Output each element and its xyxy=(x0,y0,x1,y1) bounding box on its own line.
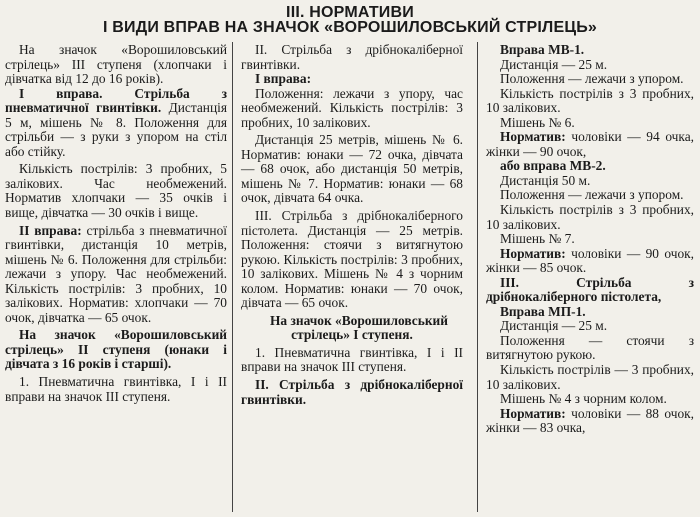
mv2-norm xyxy=(486,247,694,276)
mp1-distance: Дистанція — 25 м. xyxy=(500,318,608,334)
mv2-distance: Дистанція 50 м. xyxy=(500,172,591,188)
column-2 xyxy=(241,43,463,407)
mp1-position: Положення — стоячи з витягнутою рукою. xyxy=(486,332,694,363)
exercise-mv1-heading: Вправа МВ-1. xyxy=(500,42,585,57)
mv2-shots: Кількість пострілів з 3 пробних, 10 залікових. xyxy=(486,202,694,232)
pneumatic-rifle-paragraph: 1. Пневматична гвинтівка, I і II вправи на значок III ступеня. xyxy=(5,374,227,404)
column-divider-2 xyxy=(477,42,478,512)
mv1-norm-text: чоловіки — 94 очка, жінки — 90 очок, xyxy=(486,129,694,159)
exercise-1-heading: I вправа. Стрільба з пневматичної гвинтівки. xyxy=(5,85,227,116)
mv2-norm-label: Норматив: xyxy=(500,245,566,261)
distance-norm-paragraph: Дистанція 25 метрів, мішень № 6. Норматив: юнаки — 72 очка, дівчата — 68 очок, або дистанція 50 метрів, мішень № 7. Норматив: юнаки — 68 очок, дівчата 64 очка. xyxy=(241,132,463,206)
position-paragraph: Положення: лежачи з упору, час необмежений. Кількість пострілів: 3 пробних, 10 залікових. xyxy=(241,85,463,130)
column-3 xyxy=(486,43,694,436)
mv1-shots: Кількість пострілів з 3 пробних, 10 залікових. xyxy=(486,85,694,116)
mp1-norm-label: Норматив: xyxy=(500,405,566,421)
exercise-2-text: стрільба з пневматичної гвинтівки, дистанція 10 метрів, мішень № 6. Положення для стрільби: лежачи з упору. Час необмежений. Кількість пострілів: 3 пробних, 10 залікових. Норматив: хлопчаки — 70 очок, дівчатка — 65 очок. xyxy=(5,222,227,325)
mp1-norm xyxy=(486,407,694,436)
page-title: III. НОРМАТИВИ xyxy=(286,4,414,21)
exercise-mp1-heading: Вправа МП-1. xyxy=(500,303,586,319)
badge-level-1-heading: На значок «Ворошиловський стрілець» I ступеня. xyxy=(270,312,448,343)
mp1-norm-text: чоловіки — 88 очок, жінки — 83 очка, xyxy=(486,405,694,436)
mv2-norm-text: чоловіки — 90 очок, жінки — 85 очок. xyxy=(486,245,694,276)
mp1-shots: Кількість пострілів — 3 пробних, 10 залікових. xyxy=(486,362,694,392)
pneumatic-rifle-paragraph-2: 1. Пневматична гвинтівка, I і II вправи на значок III ступеня. xyxy=(241,344,463,375)
smallbore-rifle-heading-2: II. Стрільба з дрібнокаліберної гвинтівки. xyxy=(241,377,463,407)
exercise-mv2-heading: або вправа МВ-2. xyxy=(500,158,606,174)
pistol-paragraph: III. Стрільба з дрібнокаліберного пістолета. Дистанція — 25 метрів. Положення: стоячи з витягнутою рукою. Кількість пострілів: 3 пробних, 10 залікових. Мішень № 4 з чорним колом. Норматив: юнаки — 70 очок, дівчата — 65 очок. xyxy=(241,208,463,311)
column-1 xyxy=(5,43,227,404)
page-subtitle: І ВИДИ ВПРАВ НА ЗНАЧОК «ВОРОШИЛОВСЬКИЙ СТРІЛЕЦЬ» xyxy=(102,19,598,36)
shots-norm-paragraph: Кількість пострілів: 3 пробних, 5 залікових. Час необмежений. Норматив хлопчаки — 35 очків і вище, дівчатка — 30 очків і вище. xyxy=(5,161,227,221)
smallbore-rifle-heading: II. Стрільба з дрібнокаліберної гвинтівки. xyxy=(241,42,463,72)
exercise-1-paragraph xyxy=(5,87,227,160)
mv1-target: Мішень № 6. xyxy=(500,114,575,130)
mp1-target: Мішень № 4 з чорним колом. xyxy=(500,391,667,407)
exercise-1-label: I вправа: xyxy=(255,71,312,87)
pistol-heading: III. Стрільба з дрібнокаліберного пістолета, xyxy=(486,274,694,305)
column-divider-1 xyxy=(232,42,233,512)
exercise-2-paragraph xyxy=(5,224,227,326)
exercise-2-heading: II вправа: xyxy=(19,222,82,238)
mv1-position: Положення — лежачи з упором. xyxy=(500,71,684,87)
badge-level-2-heading: На значок «Ворошиловський стрілець» II ступеня (юнаки і дівчата з 16 років і старші). xyxy=(5,327,227,372)
intro-paragraph: На значок «Ворошиловський стрілець» III ступеня (хлопчаки і дівчатка від 12 до 16 років). xyxy=(5,42,227,87)
mv1-norm-label: Норматив: xyxy=(500,129,566,145)
mv2-target: Мішень № 7. xyxy=(500,231,575,247)
mv1-distance: Дистанція — 25 м. xyxy=(500,56,608,72)
mv1-norm xyxy=(486,130,694,159)
mv2-position: Положення — лежачи з упором. xyxy=(500,187,684,203)
exercise-1-text: Дистанція 5 м, мішень № 8. Положення для стрільби — з руки з упором на стіл або стійку. xyxy=(5,100,227,159)
